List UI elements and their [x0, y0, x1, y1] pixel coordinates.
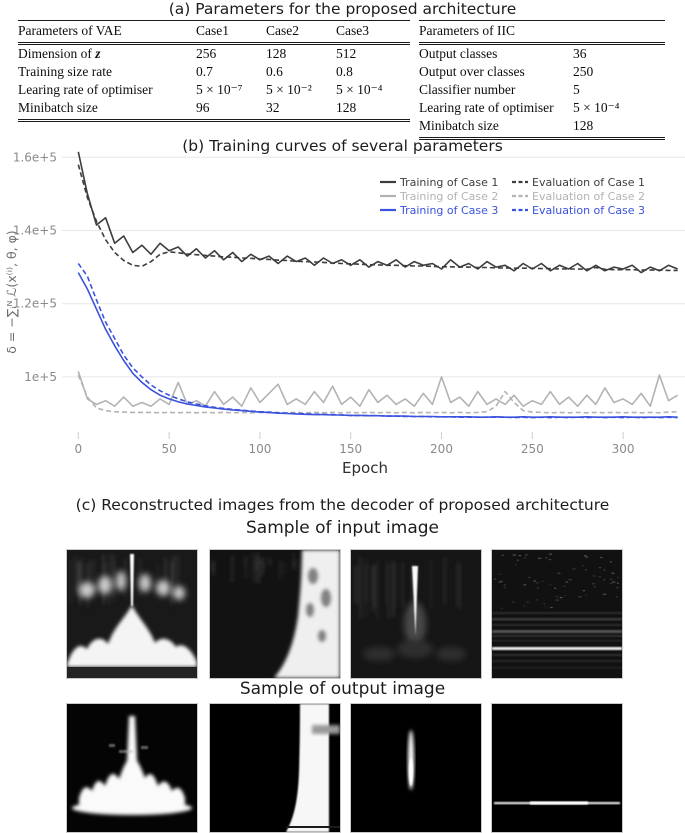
- vae-column-header: Case3: [336, 21, 410, 44]
- parameter-value: 250: [573, 64, 594, 79]
- texture-speckle: [616, 596, 617, 597]
- output-images-caption: Sample of output image: [239, 679, 446, 699]
- texture-speckle: [585, 569, 587, 570]
- parameter-value: 0.7: [196, 64, 213, 79]
- texture-speckle: [603, 594, 606, 595]
- texture-speckle: [515, 564, 516, 565]
- texture-speckle: [592, 575, 595, 576]
- texture-speckle: [548, 608, 549, 609]
- texture-speckle: [569, 579, 572, 580]
- texture-speckle: [517, 560, 519, 561]
- vae-table-row: [18, 44, 410, 64]
- texture-speckle: [603, 569, 605, 570]
- parameter-label: Learing rate of optimiser: [18, 82, 153, 97]
- texture-speckle: [565, 595, 567, 596]
- parameter-value: 256: [196, 46, 217, 61]
- texture-speckle: [549, 559, 552, 560]
- iic-parameters-table: [419, 20, 665, 140]
- x-tick-label: 100: [248, 442, 272, 456]
- texture-speckle: [543, 603, 545, 604]
- texture-speckle: [499, 574, 501, 575]
- parameter-label: Classifier number: [419, 82, 516, 97]
- texture-speckle: [533, 580, 536, 581]
- input-image-3: [350, 549, 482, 679]
- iic-table-row: [419, 99, 665, 117]
- iic-table-header-row: [419, 21, 665, 44]
- iic-table-header: Parameters of IIC: [419, 21, 665, 44]
- texture-speckle: [549, 554, 552, 555]
- texture-speckle: [604, 579, 605, 580]
- texture-speckle: [557, 573, 560, 574]
- legend-label: Evaluation of Case 2: [532, 190, 646, 203]
- texture-speckle: [523, 605, 525, 606]
- texture-speckle: [512, 602, 515, 603]
- series-line-6: [78, 264, 677, 418]
- texture-speckle: [504, 587, 506, 588]
- parameter-value: 128: [573, 117, 665, 139]
- legend-label: Evaluation of Case 1: [532, 176, 646, 189]
- vae-parameters-table: [18, 20, 410, 122]
- texture-speckle: [593, 586, 596, 587]
- texture-speckle: [501, 608, 502, 609]
- y-tick-label: 1e+5: [24, 369, 57, 384]
- parameter-value: 5 × 10⁻⁴: [573, 100, 620, 115]
- texture-speckle: [545, 557, 547, 558]
- texture-speckle: [598, 576, 601, 577]
- legend-label: Training of Case 1: [400, 176, 499, 189]
- texture-speckle: [600, 557, 602, 558]
- texture-speckle: [566, 581, 569, 582]
- training-curves-chart: [0, 147, 685, 480]
- legend-label: Evaluation of Case 3: [532, 204, 646, 217]
- texture-speckle: [617, 583, 619, 584]
- texture-speckle: [578, 596, 582, 597]
- iic-table-row: [419, 117, 665, 139]
- x-axis-label: Epoch: [342, 459, 388, 477]
- x-tick-label: 50: [161, 442, 177, 456]
- vae-column-header: Case1: [196, 21, 266, 44]
- iic-table-row: [419, 63, 665, 81]
- texture-speckle: [612, 573, 615, 574]
- texture-speckle: [500, 581, 502, 582]
- input-image-4: [491, 549, 623, 679]
- x-tick-label: 300: [611, 442, 635, 456]
- parameter-value: 5: [573, 82, 580, 97]
- x-tick-label: 250: [520, 442, 544, 456]
- vae-column-header: Case2: [266, 21, 336, 44]
- parameter-value: 128: [336, 99, 410, 121]
- parameter-value: 5 × 10⁻⁷: [196, 82, 243, 97]
- parameter-label: Output over classes: [419, 64, 525, 79]
- texture-speckle: [524, 557, 526, 558]
- parameter-value: 128: [266, 46, 287, 61]
- y-tick-label: 1.4e+5: [12, 223, 57, 238]
- parameter-label: Dimension of z: [18, 46, 101, 61]
- input-images-caption: Sample of input image: [245, 518, 440, 538]
- texture-speckle: [599, 567, 602, 568]
- y-axis-label: δ = −∑ᵢᴺ ℒ(x⁽ⁱ⁾, θ, φ): [4, 230, 19, 354]
- legend-label: Training of Case 3: [400, 204, 499, 217]
- texture-speckle: [564, 586, 566, 587]
- texture-speckle: [536, 582, 539, 583]
- parameter-value: 5 × 10⁻²: [266, 82, 312, 97]
- input-image-1: [66, 549, 198, 679]
- x-tick-label: 150: [339, 442, 363, 456]
- texture-speckle: [612, 581, 615, 582]
- vae-table-row: [18, 99, 410, 121]
- iic-table-row: [419, 44, 665, 64]
- texture-speckle: [504, 585, 506, 586]
- texture-speckle: [555, 600, 558, 601]
- x-tick-label: 200: [430, 442, 453, 456]
- texture-speckle: [494, 579, 496, 580]
- output-image-3: [350, 703, 482, 833]
- parameter-value: 512: [336, 46, 357, 61]
- x-tick-label: 0: [74, 442, 83, 456]
- parameter-value: 0.6: [266, 64, 283, 79]
- texture-speckle: [616, 587, 618, 588]
- texture-speckle: [537, 588, 539, 589]
- section-c-title: (c) Reconstructed images from the decoder of proposed architecture: [75, 496, 610, 514]
- output-image-4: [491, 703, 623, 833]
- y-tick-label: 1.2e+5: [12, 296, 57, 311]
- texture-speckle: [617, 577, 619, 578]
- texture-speckle: [582, 565, 584, 566]
- parameter-value: 96: [196, 99, 266, 121]
- texture-speckle: [502, 555, 505, 556]
- texture-speckle: [610, 561, 612, 562]
- parameter-label: Output classes: [419, 46, 498, 61]
- texture-speckle: [550, 584, 552, 585]
- texture-speckle: [528, 577, 531, 578]
- texture-speckle: [513, 554, 516, 555]
- input-image-2: [209, 549, 341, 679]
- texture-speckle: [554, 588, 556, 589]
- texture-speckle: [538, 558, 541, 559]
- texture-speckle: [610, 583, 613, 584]
- vae-table-row: [18, 63, 410, 81]
- texture-speckle: [550, 607, 552, 608]
- texture-speckle: [585, 595, 587, 596]
- iic-table-row: [419, 81, 665, 99]
- vae-column-header: Parameters of VAE: [18, 21, 196, 44]
- parameter-value: 0.8: [336, 64, 353, 79]
- texture-speckle: [610, 579, 613, 580]
- texture-speckle: [542, 581, 544, 582]
- parameter-value: 36: [573, 46, 587, 61]
- legend-label: Training of Case 2: [400, 190, 499, 203]
- texture-speckle: [572, 568, 575, 569]
- texture-speckle: [584, 555, 587, 556]
- texture-speckle: [555, 596, 558, 597]
- texture-speckle: [544, 606, 545, 607]
- texture-speckle: [592, 583, 595, 584]
- parameter-value: 5 × 10⁻⁴: [336, 82, 383, 97]
- parameter-value: 32: [266, 99, 336, 121]
- vae-table-row: [18, 81, 410, 99]
- parameter-label: Training size rate: [18, 64, 112, 79]
- texture-speckle: [519, 555, 522, 556]
- texture-speckle: [524, 584, 527, 585]
- output-image-1: [66, 703, 198, 833]
- texture-speckle: [583, 590, 585, 591]
- texture-speckle: [525, 554, 527, 555]
- texture-speckle: [536, 599, 537, 600]
- parameter-label: Learing rate of optimiser: [419, 100, 554, 115]
- section-a-title: (a) Parameters for the proposed architecture: [168, 0, 517, 18]
- parameter-label: Minibatch size: [18, 99, 196, 121]
- y-tick-label: 1.6e+5: [12, 150, 57, 165]
- texture-speckle: [526, 602, 529, 603]
- output-image-2: [209, 703, 341, 833]
- parameter-label: Minibatch size: [419, 117, 573, 139]
- section-b-title: (b) Training curves of several parameters: [182, 137, 503, 155]
- texture-speckle: [585, 556, 588, 557]
- vae-table-header-row: [18, 21, 410, 44]
- texture-speckle: [560, 597, 562, 598]
- texture-speckle: [499, 582, 501, 583]
